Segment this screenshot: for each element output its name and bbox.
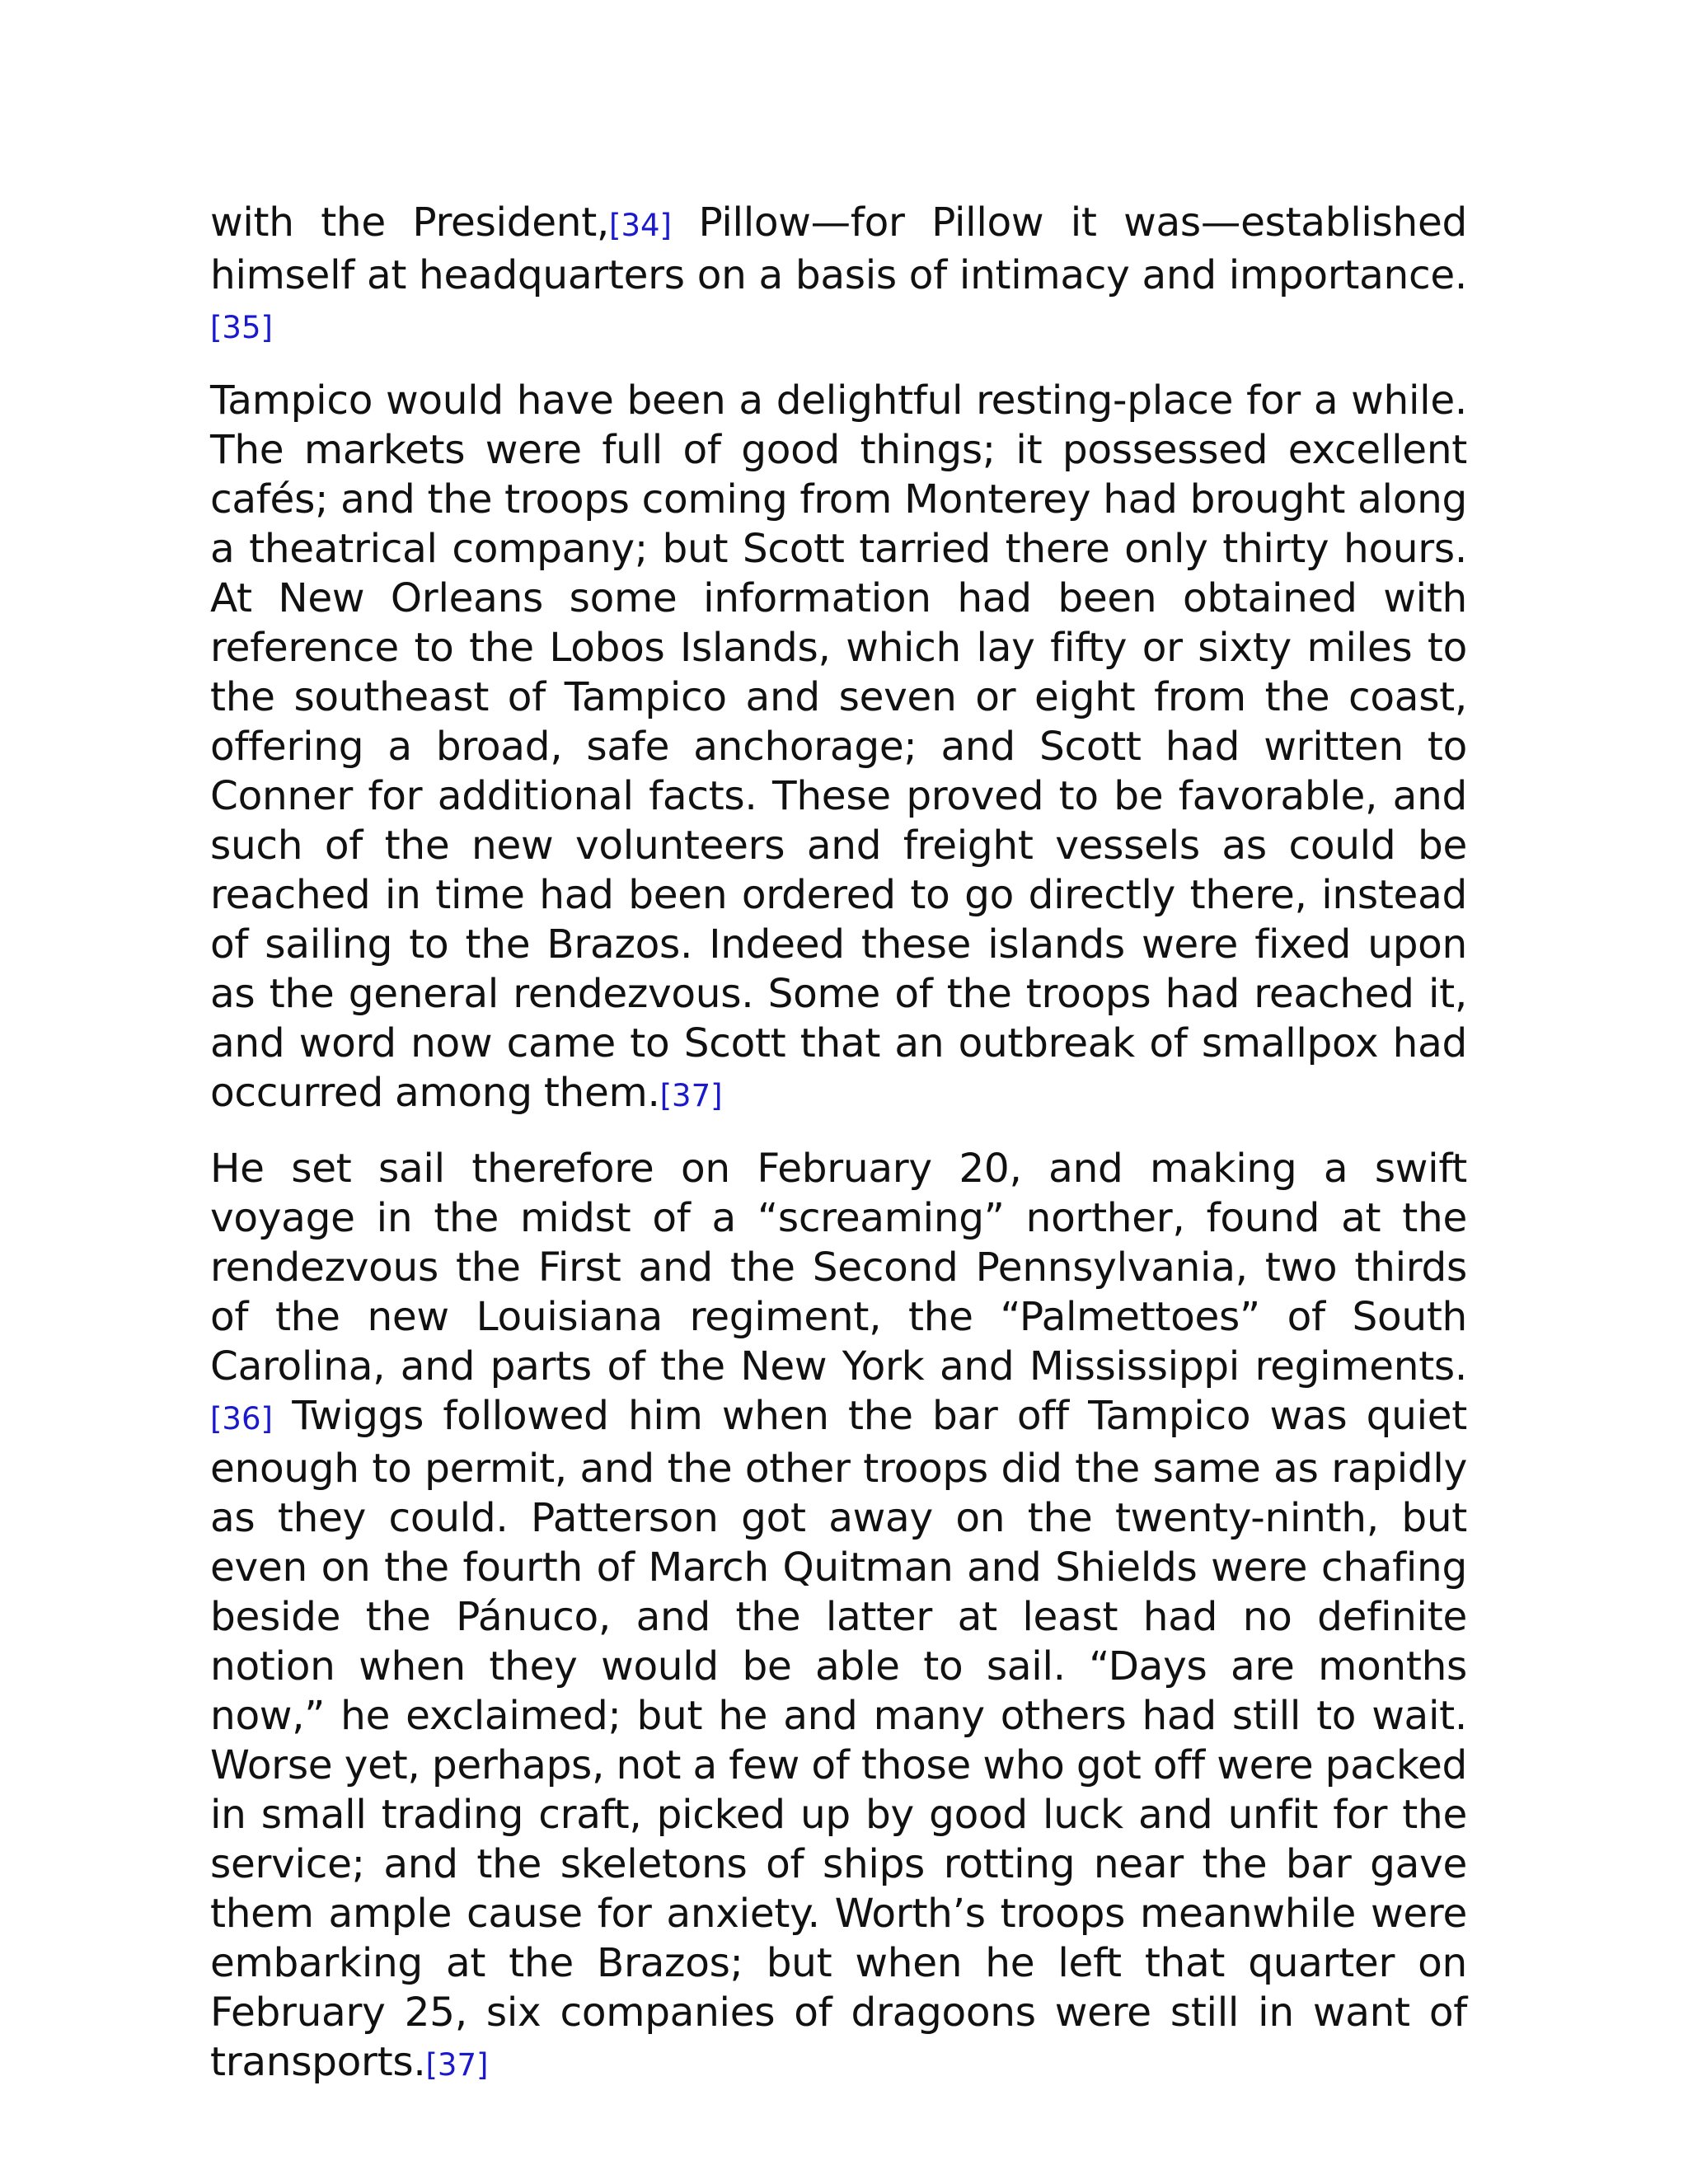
- footnote-link-36[interactable]: [36]: [210, 1401, 273, 1436]
- page-body: [210, 198, 1467, 2113]
- paragraph-2: [210, 376, 1467, 1121]
- paragraph-text: with the President,: [210, 199, 610, 246]
- paragraph-1: [210, 198, 1467, 353]
- paragraph-3: [210, 1144, 1467, 2090]
- paragraph-text: Pillow—for Pillow it was—established himself at headquarters on a basis of intimacy and importance.: [210, 199, 1467, 298]
- footnote-link-37[interactable]: [37]: [659, 1078, 723, 1113]
- paragraph-text: Tampico would have been a delightful resting-place for a while. The markets were full of good things; it possessed excellent cafés; and the troops coming from Monterey had brought along a theatrical company; but Scott tarried there only thirty hours. At New Orleans some information had been obtained with reference to the Lobos Islands, which lay fifty or sixty miles to the southeast of Tampico and seven or eight from the coast, offering a broad, safe anchorage; and Scott had written to Conner for additional facts. These proved to be favorable, and such of the new volunteers and freight vessels as could be reached in time had been ordered to go directly there, instead of sailing to the Brazos. Indeed these islands were fixed upon as the general rendezvous. Some of the troops had reached it, and word now came to Scott that an outbreak of smallpox had occurred among them.: [210, 377, 1467, 1116]
- paragraph-text: Twiggs followed him when the bar off Tampico was quiet enough to permit, and the other troops did the same as rapidly as they could. Patterson got away on the twenty-ninth, but even on the fourth of March Quitman and Shields were chafing beside the Pánuco, and the latter at least had no definite notion when they would be able to sail. “Days are months now,” he exclaimed; but he and many others had still to wait. Worse yet, perhaps, not a few of those who got off were packed in small trading craft, picked up by good luck and unfit for the service; and the skeletons of ships rotting near the bar gave them ample cause for anxiety. Worth’s troops meanwhile were embarking at the Brazos; but when he left that quarter on February 25, six companies of dragoons were still in want of transports.: [210, 1393, 1467, 2085]
- paragraph-text: He set sail therefore on February 20, and making a swift voyage in the midst of a “screaming” norther, found at the rendezvous the First and the Second Pennsylvania, two thirds of the new Louisiana regiment, the “Palmettoes” of South Carolina, and parts of the New York and Mississippi regiments.: [210, 1146, 1467, 1390]
- footnote-link-35[interactable]: [35]: [210, 310, 273, 345]
- footnote-link-37[interactable]: [37]: [425, 2047, 489, 2083]
- footnote-link-34[interactable]: [34]: [609, 208, 672, 243]
